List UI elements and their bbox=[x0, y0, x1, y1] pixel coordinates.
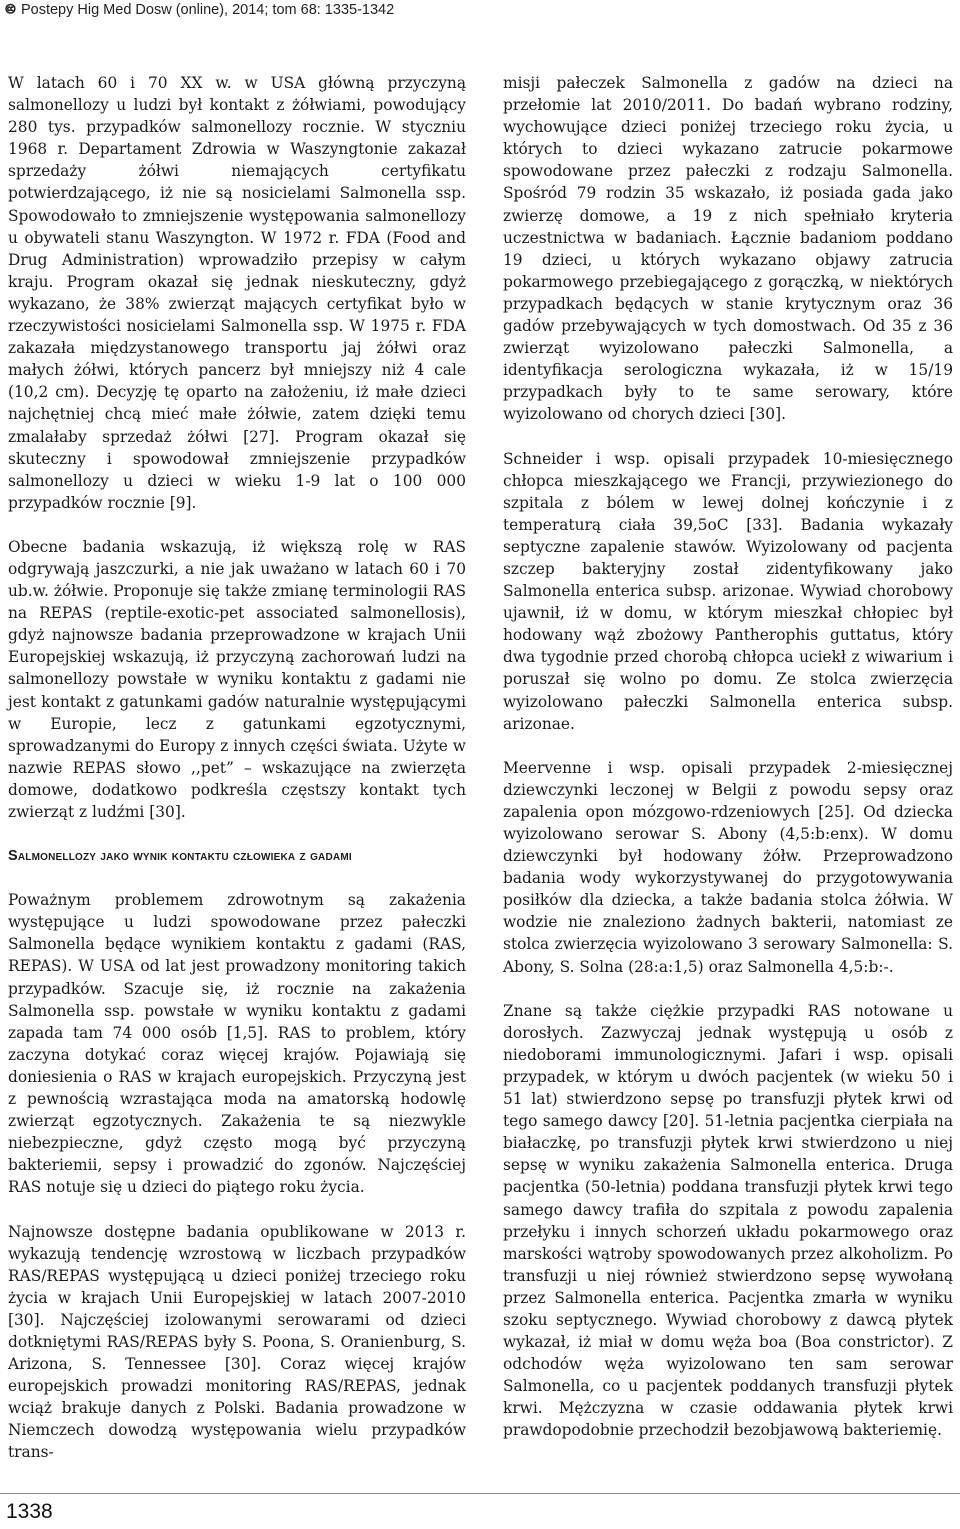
creative-commons-icon: 🅭 bbox=[6, 2, 15, 18]
paragraph: misji pałeczek Salmonella z gadów na dzieci na przełomie lat 2010/2011. Do badań wybrano rodziny, wychowujące dzieci poniżej trzeciego roku życia, u których to dzieci wykazano zatrucie pokarmowe spowodowane przez pałeczki z rodzaju Salmonella. Spośród 79 rodzin 35 wskazało, iż posiada gada jako zwierzę domowe, a 19 z nich spełniało kryteria uczestnictwa w badaniach. Łącznie badaniom poddano 19 dzieci, u których wykazano objawy zatrucia pokarmowego przebiegającego z gorączką, w niektórych przypadkach będących w stanie krytycznym oraz 36 gadów przebywających w tych domostwach. Od 35 z 36 zwierząt wyizolowano pałeczki Salmonella, a identyfikacja serologiczna wykazała, iż w 15/19 przypadkach były to te same serowary, które wyizolowano od chorych dzieci [30]. bbox=[503, 74, 953, 424]
paragraph: W latach 60 i 70 XX w. w USA główną przyczyną salmonellozy u ludzi był kontakt z żółwiami, powodujący 280 tys. przypadków salmonellozy rocznie. W styczniu 1968 r. Departament Zdrowia w Waszyngtonie zakazał sprzedaży żółwi niemających certyfikatu potwierdzającego, iż nie są nosicielami Salmonella ssp. Spowodowało to zmniejszenie występowania salmonellozy u obywateli stanu Waszyngton. W 1972 r. FDA (Food and Drug Administration) wprowadziło przepisy w całym kraju. Program okazał się jednak nieskuteczny, gdyż wykazano, że 38% zwierząt mających certyfikat było w rzeczywistości nosicielami Salmonella ssp. W 1975 r. FDA zakazała międzystanowego transportu jaj żółwi oraz małych żółwi, których pancerz był mniejszy niż 4 cale (10,2 cm). Decyzję tę oparto na założeniu, iż małe dzieci najchętniej chcą mieć małe żółwie, zatem dzięki temu zmalałaby sprzedaż żółwi [27]. Program okazał się skuteczny i spowodował zmniejszenie przypadków salmonellozy u dzieci w wieku 1-9 lat o 100 000 przypadków rocznie [9]. bbox=[8, 74, 466, 512]
left-column bbox=[8, 72, 466, 1486]
paragraph: Obecne badania wskazują, iż większą rolę w RAS odgrywają jaszczurki, a nie jak uważano w latach 60 i 70 ub.w. żółwie. Proponuje się także zmianę terminologii RAS na REPAS (reptile-exotic-pet associated salmonellosis), gdyż najnowsze badania przeprowadzone w krajach Unii Europejskiej wskazują, iż przyczyną zachorowań ludzi na salmonellozy powstałe w wyniku kontaktu z gadami nie jest kontakt z gatunkami gadów naturalnie występującymi w Europie, lecz z gatunkami egzotycznymi, sprowadzanymi do Europy z innych części świata. Użyte w nazwie REPAS słowo ,,pet” – wskazujące na zwierzęta domowe, dodatkowo podkreśla częstszy kontakt tych zwierząt z ludźmi [30]. bbox=[8, 537, 466, 821]
footer-rule bbox=[0, 1493, 960, 1494]
paragraph: Poważnym problemem zdrowotnym są zakażenia występujące u ludzi spowodowane przez pałeczki Salmonella będące wynikiem kontaktu z gadami (RAS, REPAS). W USA od lat jest prowadzony monitoring takich przypadków. Szacuje się, iż rocznie na zakażenia Salmonella ssp. powstałe w wyniku kontaktu z gadami zapada tam 74 000 osób [1,5]. RAS to problem, który zaczyna dotykać coraz więcej krajów. Pojawiają się doniesienia o RAS w krajach europejskich. Przyczyną jest z pewnością wzrastająca moda na amatorską hodowlę zwierząt egzotycznych. Zakażenia te są niezwykle niebezpieczne, gdyż często mogą być przyczyną bakteriemii, sepsy i prowadzić do zgonów. Najczęściej RAS notuje się u dzieci do piątego roku życia. bbox=[8, 891, 466, 1197]
running-head bbox=[6, 2, 394, 19]
section-heading: Salmonellozy jako wynik kontaktu człowieka z gadami bbox=[8, 848, 352, 865]
paragraph: Najnowsze dostępne badania opublikowane w 2013 r. wykazują tendencję wzrostową w liczbach przypadków RAS/REPAS występującą u dzieci poniżej trzeciego roku życia w krajach Unii Europejskiej w latach 2007-2010 [30]. Najczęściej izolowanymi serowarami od dzieci dotkniętymi RAS/REPAS były S. Poona, S. Oranienburg, S. Arizona, S. Tennessee [30]. Coraz więcej krajów europejskich prowadzi monitoring RAS/REPAS, jednak wciąż brakuje danych z Polski. Badania prowadzone w Niemczech dowodzą występowania wielu przypadków trans- bbox=[8, 1222, 466, 1462]
running-head-text: Postepy Hig Med Dosw (online), 2014; tom 68: 1335-1342 bbox=[20, 2, 395, 18]
paragraph: Meervenne i wsp. opisali przypadek 2-miesięcznej dziewczynki leczonej w Belgii z powodu sepsy oraz zapalenia opon mózgowo-rdzeniowych [25]. Od dziecka wyizolowano serowar S. Abony (4,5:b:enx). W domu dziewczynki był hodowany żółw. Przeprowadzono badania wody wykorzystywanej do przygotowywania posiłków dla dziecka, a także badania stolca żółwia. W wodzie nie znaleziono żadnych bakterii, natomiast ze stolca zwierzęcia wyizolowano 3 serowary Salmonella: S. Abony, S. Solna (28:a:1,5) oraz Salmonella 4,5:b:-. bbox=[503, 758, 953, 976]
paragraph: Znane są także ciężkie przypadki RAS notowane u dorosłych. Zazwyczaj jednak występują u osób z niedoborami immunologicznymi. Jafari i wsp. opisali przypadek, w którym u dwóch pacjentek (w wieku 50 i 51 lat) stwierdzono sepsę po transfuzji płytek krwi od tego samego dawcy [20]. 51-letnia pacjentka cierpiała na białaczkę, po transfuzji płytek krwi stwierdzono u niej sepsę w wyniku zakażenia Salmonella enterica. Druga pacjentka (50-letnia) poddana transfuzji płytek krwi tego samego dawcy trafiła do szpitala z powodu zapalenia przełyku i innych schorzeń układu pokarmowego oraz marskości wątroby spowodowanych przez alkoholizm. Po transfuzji u niej również stwierdzono sepsę wywołaną przez Salmonella enterica. Pacjentka zmarła w wyniku szoku septycznego. Wywiad chorobowy z dawcą płytek wykazał, iż miał w domu węża boa (Boa constrictor). Z odchodów węża wyizolowano ten sam serowar Salmonella, co u pacjentek poddanych transfuzji płytek krwi. Mężczyzna w czasie oddawania płytek krwi prawdopodobnie przechodził bezobjawową bakteriemię. bbox=[503, 1001, 953, 1440]
right-column bbox=[503, 72, 953, 1464]
paragraph: Schneider i wsp. opisali przypadek 10-miesięcznego chłopca mieszkającego we Francji, przywiezionego do szpitala z bólem w lewej dolnej kończynie i z temperaturą ciała 39,5oC [33]. Badania wykazały septyczne zapalenie stawów. Wyizolowany od pacjenta szczep bakteryjny został zidentyfikowany jako Salmonella enterica subsp. arizonae. Wywiad chorobowy ujawnił, iż w domu, w którym mieszkał chłopiec był hodowany wąż zbożowy Pantherophis guttatus, który dwa tygodnie przed chorobą chłopca uciekł z wiwarium i poruszał się wolno po domu. Ze stolca zwierzęcia wyizolowano pałeczki Salmonella enterica subsp. arizonae. bbox=[503, 449, 953, 733]
page-number: 1338 bbox=[6, 1500, 53, 1523]
